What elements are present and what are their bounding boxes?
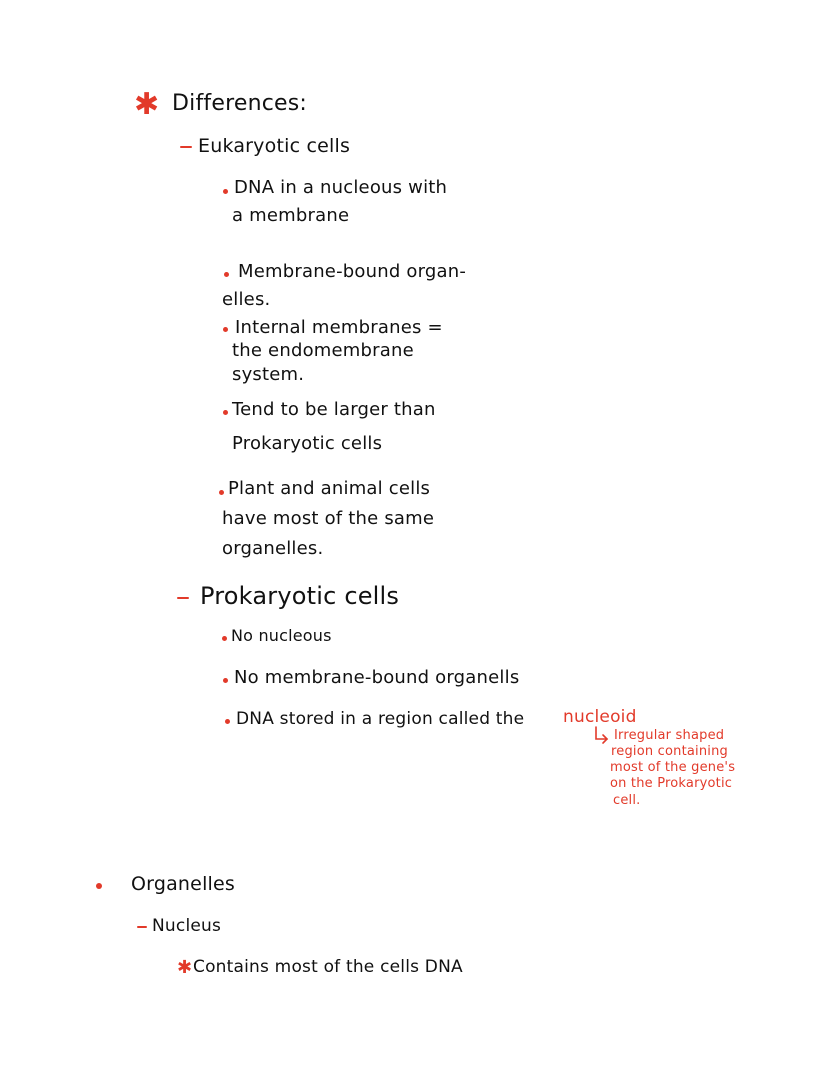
dash-icon: [137, 926, 147, 928]
eukaryotic-point-1-line-2: a membrane: [232, 205, 350, 226]
prokaryotic-point-3: DNA stored in a region called the: [236, 709, 525, 729]
asterisk-icon: ✱: [177, 957, 193, 978]
corner-arrow-icon: [593, 726, 613, 746]
nucleoid-annotation-line-4: on the Prokaryotic: [610, 776, 733, 791]
bullet-dot-icon: [224, 272, 229, 277]
nucleoid-annotation-line-1: Irregular shaped: [614, 728, 725, 743]
prokaryotic-title: Prokaryotic cells: [200, 582, 400, 610]
bullet-dot-icon: [223, 189, 228, 194]
bullet-dot-icon: [223, 410, 228, 415]
dash-icon: [180, 146, 192, 148]
prokaryotic-point-1: No nucleous: [231, 626, 332, 645]
nucleoid-annotation-line-5: cell.: [613, 793, 641, 808]
asterisk-icon: ✱: [134, 87, 160, 122]
eukaryotic-title: Eukaryotic cells: [198, 135, 351, 157]
bullet-dot-icon: [219, 490, 224, 495]
eukaryotic-point-3-line-3: system.: [232, 364, 305, 385]
dash-icon: [177, 597, 189, 599]
eukaryotic-point-3-line-2: the endomembrane: [232, 340, 414, 361]
bullet-dot-icon: [222, 636, 227, 641]
eukaryotic-point-5-line-3: organelles.: [222, 538, 324, 559]
bullet-dot-icon: [225, 719, 230, 724]
eukaryotic-point-3-line-1: Internal membranes =: [235, 317, 443, 338]
differences-heading: Differences:: [172, 91, 308, 116]
nucleoid-highlight: nucleoid: [563, 707, 637, 727]
nucleoid-annotation-line-2: region containing: [611, 744, 729, 759]
eukaryotic-point-4-line-2: Prokaryotic cells: [232, 433, 383, 454]
eukaryotic-point-5-line-1: Plant and animal cells: [228, 478, 431, 499]
prokaryotic-point-2: No membrane-bound organells: [234, 667, 520, 688]
nucleus-point-1: Contains most of the cells DNA: [193, 957, 463, 977]
organelles-heading: Organelles: [131, 873, 236, 895]
nucleoid-annotation-line-3: most of the gene's: [610, 760, 736, 775]
eukaryotic-point-2-line-2: elles.: [222, 289, 271, 310]
bullet-dot-icon: [96, 883, 102, 889]
bullet-dot-icon: [223, 678, 228, 683]
eukaryotic-point-1-line-1: DNA in a nucleous with: [234, 177, 448, 198]
eukaryotic-point-2-line-1: Membrane-bound organ-: [238, 261, 467, 282]
eukaryotic-point-4-line-1: Tend to be larger than: [232, 399, 436, 420]
eukaryotic-point-5-line-2: have most of the same: [222, 508, 435, 529]
nucleus-title: Nucleus: [152, 916, 222, 936]
bullet-dot-icon: [223, 327, 228, 332]
